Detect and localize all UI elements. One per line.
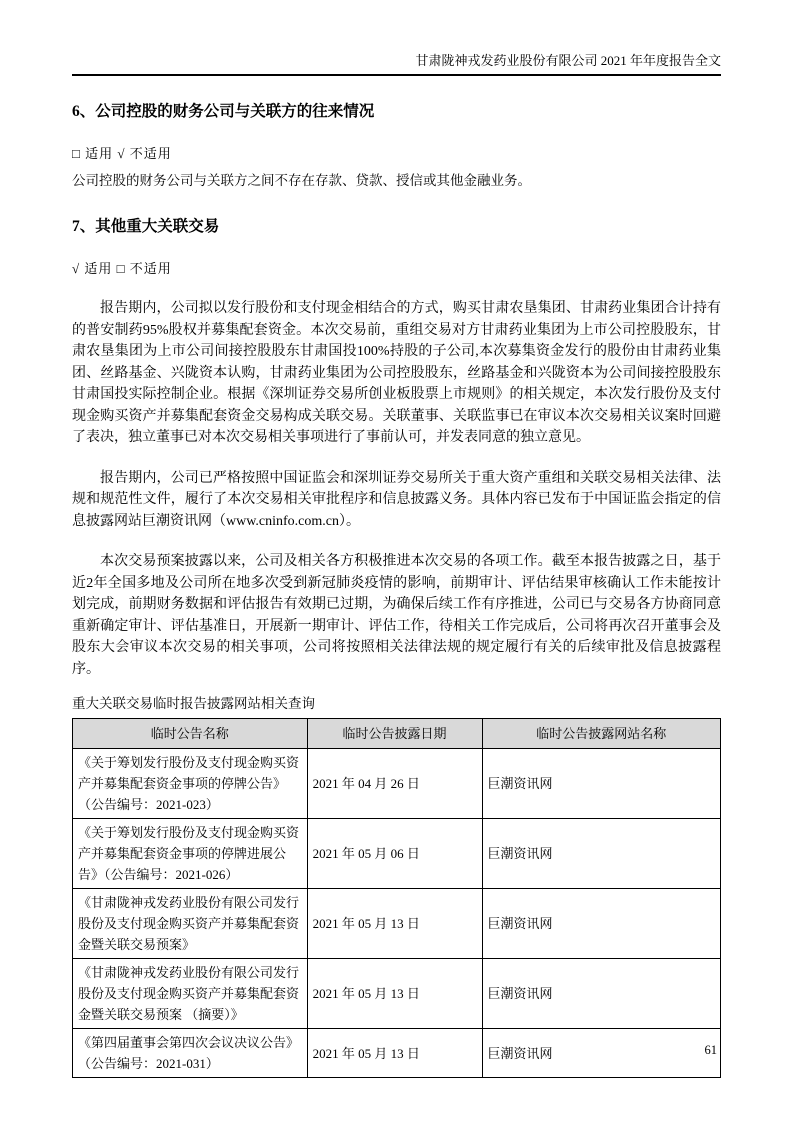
cell-disclosure-date: 2021 年 05 月 06 日 xyxy=(307,819,482,889)
cell-disclosure-website: 巨潮资讯网 xyxy=(482,1029,720,1078)
section-7-paragraph-2: 报告期内，公司已严格按照中国证监会和深圳证券交易所关于重大资产重组和关联交易相关法律、法规和规范性文件，履行了本次交易相关审批程序和信息披露义务。具体内容已发布于中国证监会指定的信息披露网站巨潮资讯网（www.cninfo.com.cn）。 xyxy=(72,470,721,529)
section-6-applicability: □ 适用 √ 不适用 xyxy=(72,146,172,161)
section-6-heading: 6、公司控股的财务公司与关联方的往来情况 xyxy=(72,103,375,120)
col-header-disclosure-date: 临时公告披露日期 xyxy=(307,719,482,749)
section-7-paragraph-3: 本次交易预案披露以来，公司及相关各方积极推进本次交易的各项工作。截至本报告披露之日，基于近2年全国多地及公司所在地多次受到新冠肺炎疫情的影响，前期审计、评估结果审核确认工作未能按计划完成，前期财务数据和评估报告有效期已过期，为确保后续工作有序推进，公司已与交易各方协商同意重新确定审计、评估基准日，开展新一期审计、评估工作，待相关工作完成后，公司将再次召开董事会及股东大会审议本次交易的相关事项，公司将按照相关法律法规的规定履行有关的后续审批及信息披露程序。 xyxy=(72,554,721,677)
cell-disclosure-date: 2021 年 05 月 13 日 xyxy=(307,959,482,1029)
page-number: 61 xyxy=(704,1043,717,1057)
table-row xyxy=(73,959,721,1029)
cell-announcement-name: 《第四届董事会第四次会议决议公告》（公告编号：2021-031） xyxy=(73,1029,308,1078)
table-row xyxy=(73,889,721,959)
cell-disclosure-website: 巨潮资讯网 xyxy=(482,749,720,819)
announcements-table-caption: 重大关联交易临时报告披露网站相关查询 xyxy=(72,696,315,711)
table-row xyxy=(73,819,721,889)
cell-announcement-name: 《关于筹划发行股份及支付现金购买资产并募集配套资金事项的停牌进展公告》（公告编号：2021-026） xyxy=(73,819,308,889)
cell-disclosure-website: 巨潮资讯网 xyxy=(482,889,720,959)
announcements-table xyxy=(72,718,721,1078)
cell-disclosure-website: 巨潮资讯网 xyxy=(482,819,720,889)
cell-announcement-name: 《甘肃陇神戎发药业股份有限公司发行股份及支付现金购买资产并募集配套资金暨关联交易预案》 xyxy=(73,889,308,959)
col-header-disclosure-website: 临时公告披露网站名称 xyxy=(482,719,720,749)
table-row xyxy=(73,1029,721,1078)
table-header-row xyxy=(73,719,721,749)
section-7-applicability: √ 适用 □ 不适用 xyxy=(72,261,172,276)
table-row xyxy=(73,749,721,819)
col-header-announcement-name: 临时公告名称 xyxy=(73,719,308,749)
cell-disclosure-date: 2021 年 04 月 26 日 xyxy=(307,749,482,819)
report-title-header: 甘肃陇神戎发药业股份有限公司 2021 年年度报告全文 xyxy=(72,0,721,76)
cell-disclosure-date: 2021 年 05 月 13 日 xyxy=(307,1029,482,1078)
cell-announcement-name: 《甘肃陇神戎发药业股份有限公司发行股份及支付现金购买资产并募集配套资金暨关联交易预案 （摘要）》 xyxy=(73,959,308,1029)
cell-disclosure-website: 巨潮资讯网 xyxy=(482,959,720,1029)
section-7-heading: 7、其他重大关联交易 xyxy=(72,218,220,235)
section-7-paragraph-1: 报告期内，公司拟以发行股份和支付现金相结合的方式，购买甘肃农垦集团、甘肃药业集团合计持有的普安制药95%股权并募集配套资金。本次交易前，重组交易对方甘肃药业集团为上市公司控股股东，甘肃农垦集团为上市公司间接控股股东甘肃国投100%持股的子公司,本次募集资金发行的股份由甘肃药业集团、丝路基金、兴陇资本认购，甘肃药业集团为公司控股股东，丝路基金和兴陇资本为公司间接控股股东甘肃国投实际控制企业。根据《深圳证券交易所创业板股票上市规则》的相关规定，本次发行股份及支付现金购买资产并募集配套资金交易构成关联交易。关联董事、关联监事已在审议本次交易相关议案时回避了表决，独立董事已对本次交易相关事项进行了事前认可，并发表同意的独立意见。 xyxy=(72,301,721,445)
cell-announcement-name: 《关于筹划发行股份及支付现金购买资产并募集配套资金事项的停牌公告》（公告编号：2021-023） xyxy=(73,749,308,819)
cell-disclosure-date: 2021 年 05 月 13 日 xyxy=(307,889,482,959)
section-6-statement: 公司控股的财务公司与关联方之间不存在存款、贷款、授信或其他金融业务。 xyxy=(72,173,531,188)
